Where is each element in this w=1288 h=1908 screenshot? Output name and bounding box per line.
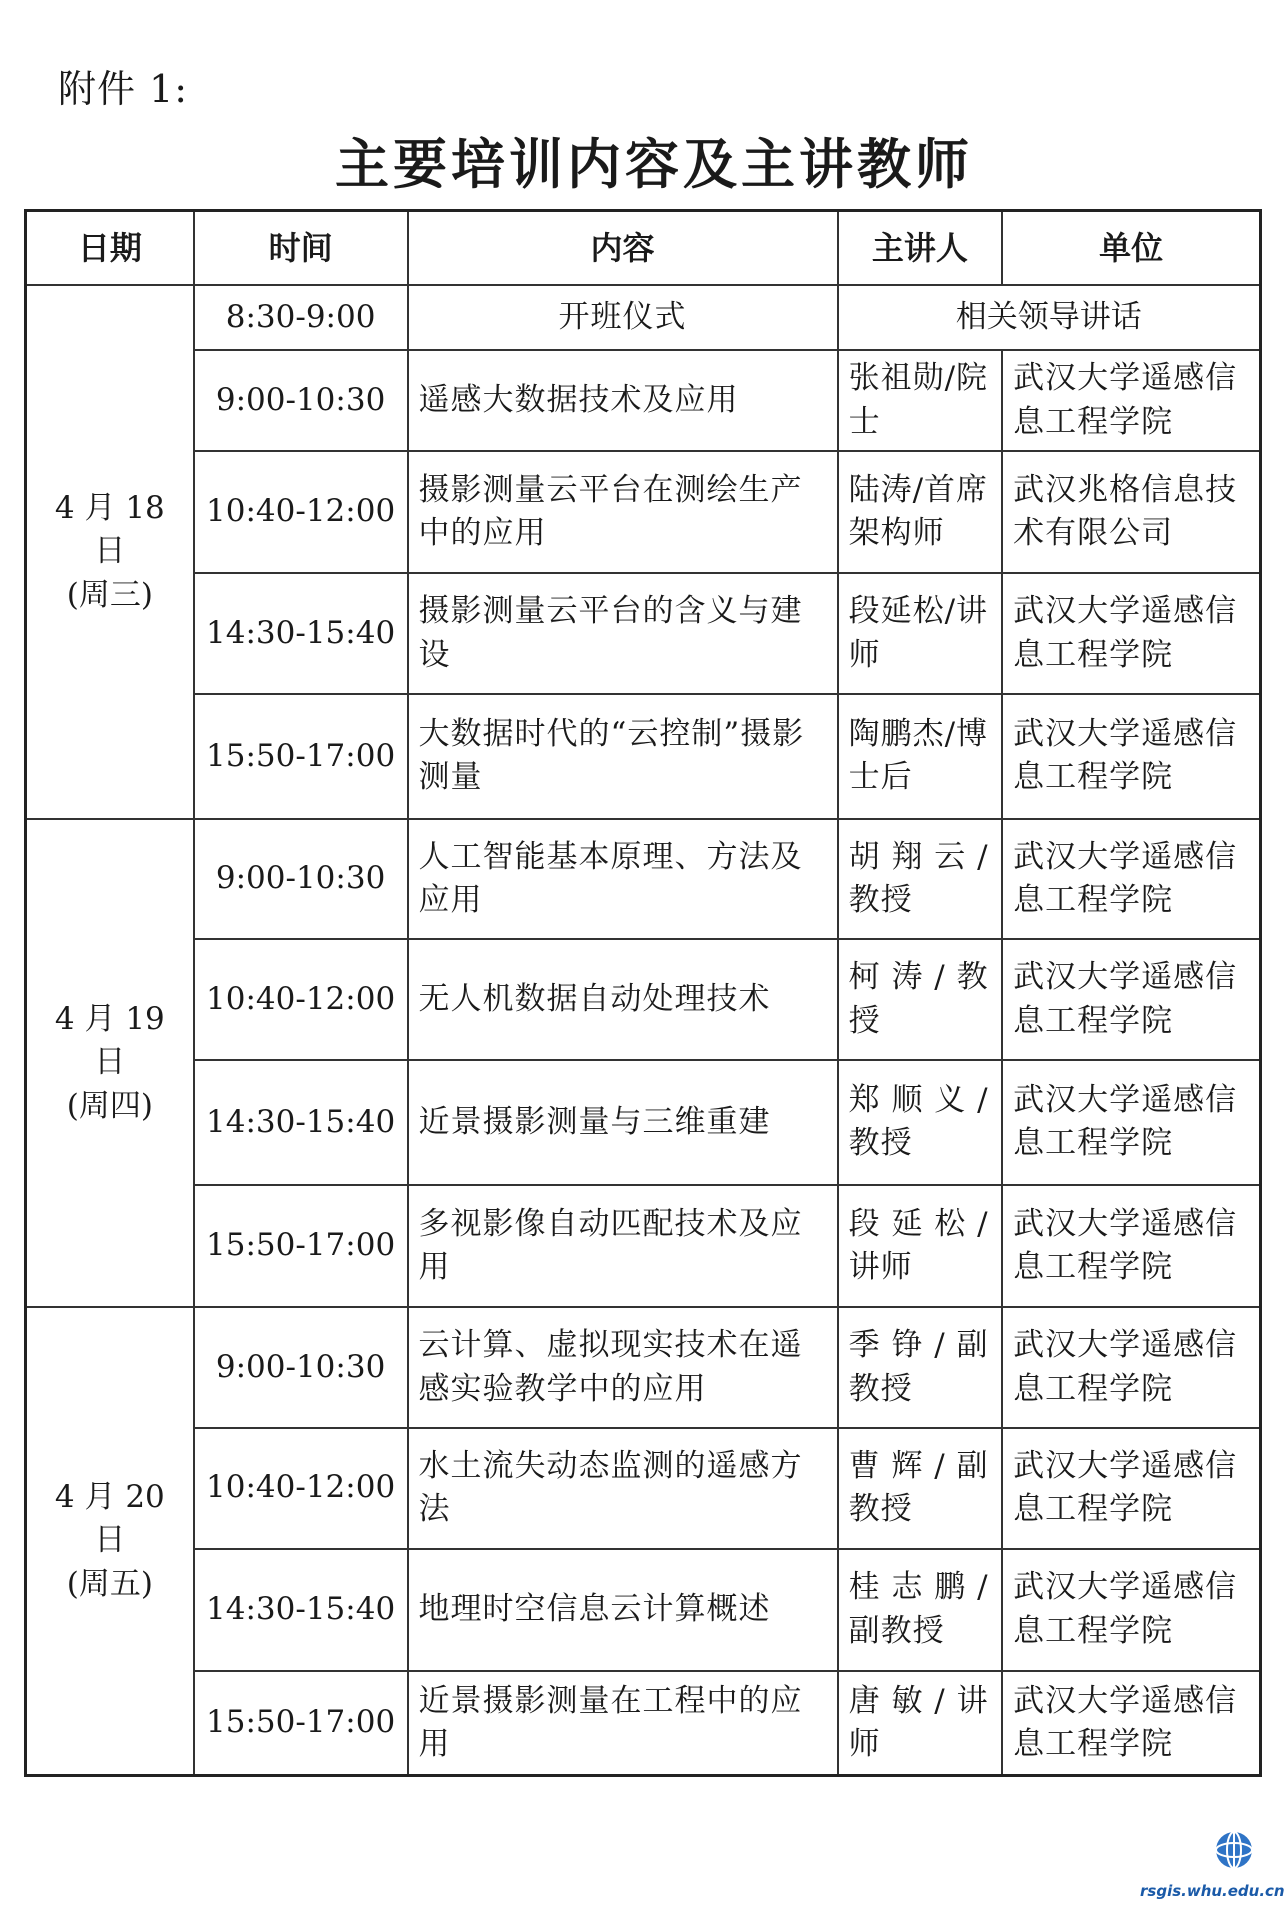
merged-speaker-unit-cell: 相关领导讲话 xyxy=(838,285,1261,350)
content-cell: 近景摄影测量在工程中的应用 xyxy=(408,1671,838,1775)
header-unit: 单位 xyxy=(1002,211,1260,286)
header-row xyxy=(26,211,1261,286)
unit-cell: 武汉兆格信息技术有限公司 xyxy=(1002,451,1260,574)
content-cell: 地理时空信息云计算概述 xyxy=(408,1549,838,1672)
speaker-cell: 段 延 松 / 讲师 xyxy=(838,1185,1003,1308)
table-row xyxy=(26,694,1261,819)
header-time: 时间 xyxy=(194,211,408,286)
table-row xyxy=(26,1671,1261,1775)
unit-cell: 武汉大学遥感信息工程学院 xyxy=(1002,939,1260,1060)
speaker-cell: 段延松/讲师 xyxy=(838,573,1003,694)
content-cell: 遥感大数据技术及应用 xyxy=(408,350,838,450)
time-cell: 10:40-12:00 xyxy=(194,939,408,1060)
training-schedule-table xyxy=(24,209,1262,1777)
time-cell: 14:30-15:40 xyxy=(194,1549,408,1672)
content-cell: 摄影测量云平台的含义与建设 xyxy=(408,573,838,694)
content-cell: 多视影像自动匹配技术及应用 xyxy=(408,1185,838,1308)
speaker-cell: 唐 敏 / 讲师 xyxy=(838,1671,1003,1775)
date-text: 4 月 20 日 xyxy=(54,1479,165,1559)
unit-cell: 武汉大学遥感信息工程学院 xyxy=(1002,694,1260,819)
time-cell: 14:30-15:40 xyxy=(194,573,408,694)
content-cell: 开班仪式 xyxy=(408,285,838,350)
university-logo-icon xyxy=(1172,1818,1262,1882)
speaker-cell: 季 铮 / 副教授 xyxy=(838,1307,1003,1428)
date-text: 4 月 19 日 xyxy=(54,1000,165,1081)
table-row xyxy=(26,1307,1261,1428)
speaker-cell: 柯 涛 / 教 授 xyxy=(838,939,1003,1060)
content-cell: 近景摄影测量与三维重建 xyxy=(408,1060,838,1185)
time-cell: 8:30-9:00 xyxy=(194,285,408,350)
table-row xyxy=(26,573,1261,694)
header-date: 日期 xyxy=(26,211,194,286)
weekday-text: (周五) xyxy=(66,1565,153,1602)
time-cell: 10:40-12:00 xyxy=(194,451,408,574)
time-cell: 15:50-17:00 xyxy=(194,1185,408,1308)
speaker-cell: 张祖勋/院士 xyxy=(838,350,1003,450)
unit-cell: 武汉大学遥感信息工程学院 xyxy=(1002,1671,1260,1775)
date-text: 4 月 18 日 xyxy=(54,489,165,570)
date-cell xyxy=(26,285,194,819)
unit-cell: 武汉大学遥感信息工程学院 xyxy=(1002,1185,1260,1308)
speaker-cell: 胡 翔 云 / 教授 xyxy=(838,819,1003,940)
table-row xyxy=(26,451,1261,574)
content-cell: 摄影测量云平台在测绘生产中的应用 xyxy=(408,451,838,574)
unit-cell: 武汉大学遥感信息工程学院 xyxy=(1002,573,1260,694)
header-content: 内容 xyxy=(408,211,838,286)
unit-cell: 武汉大学遥感信息工程学院 xyxy=(1002,819,1260,940)
unit-cell: 武汉大学遥感信息工程学院 xyxy=(1002,1307,1260,1428)
speaker-cell: 桂 志 鹏 / 副教授 xyxy=(838,1549,1003,1672)
time-cell: 9:00-10:30 xyxy=(194,350,408,450)
content-cell: 水土流失动态监测的遥感方法 xyxy=(408,1428,838,1549)
page-title: 主要培训内容及主讲教师 xyxy=(335,133,973,196)
time-cell: 9:00-10:30 xyxy=(194,819,408,940)
weekday-text: (周三) xyxy=(66,576,153,613)
table-row xyxy=(26,350,1261,450)
table-row xyxy=(26,819,1261,940)
content-cell: 大数据时代的“云控制”摄影测量 xyxy=(408,694,838,819)
content-cell: 无人机数据自动处理技术 xyxy=(408,939,838,1060)
table-row xyxy=(26,1428,1261,1549)
time-cell: 15:50-17:00 xyxy=(194,694,408,819)
table-row xyxy=(26,1185,1261,1308)
time-cell: 15:50-17:00 xyxy=(194,1671,408,1775)
table-row xyxy=(26,939,1261,1060)
annex-label: 附件 1: xyxy=(58,67,189,111)
speaker-cell: 陆涛/首席架构师 xyxy=(838,451,1003,574)
table-row xyxy=(26,285,1261,350)
date-cell xyxy=(26,1307,194,1775)
time-cell: 9:00-10:30 xyxy=(194,1307,408,1428)
unit-cell: 武汉大学遥感信息工程学院 xyxy=(1002,350,1260,450)
unit-cell: 武汉大学遥感信息工程学院 xyxy=(1002,1428,1260,1549)
time-cell: 14:30-15:40 xyxy=(194,1060,408,1185)
speaker-cell: 郑 顺 义 / 教授 xyxy=(838,1060,1003,1185)
website-watermark: rsgis.whu.edu.cn xyxy=(1140,1882,1285,1900)
weekday-text: (周四) xyxy=(66,1087,153,1124)
date-cell xyxy=(26,819,194,1308)
table-row xyxy=(26,1549,1261,1672)
time-cell: 10:40-12:00 xyxy=(194,1428,408,1549)
speaker-cell: 陶鹏杰/博士后 xyxy=(838,694,1003,819)
content-cell: 人工智能基本原理、方法及应用 xyxy=(408,819,838,940)
unit-cell: 武汉大学遥感信息工程学院 xyxy=(1002,1549,1260,1672)
speaker-cell: 曹 辉 / 副教授 xyxy=(838,1428,1003,1549)
header-speaker: 主讲人 xyxy=(838,211,1003,286)
table-row xyxy=(26,1060,1261,1185)
unit-cell: 武汉大学遥感信息工程学院 xyxy=(1002,1060,1260,1185)
content-cell: 云计算、虚拟现实技术在遥感实验教学中的应用 xyxy=(408,1307,838,1428)
